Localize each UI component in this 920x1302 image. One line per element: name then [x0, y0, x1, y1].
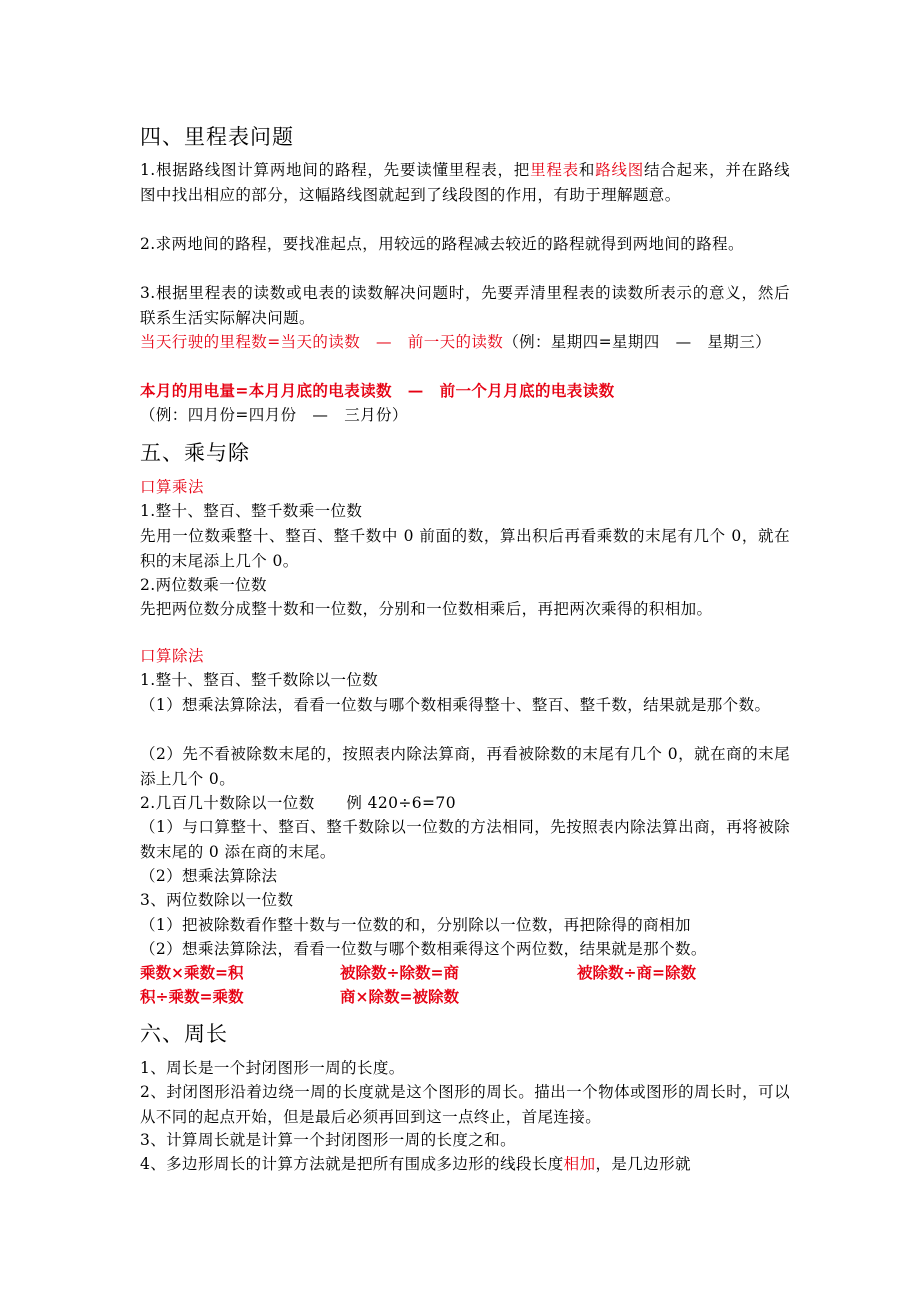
- mileage-formula-1: [140, 330, 790, 355]
- perimeter-point-2: 2、封闭图形沿着边绕一周的长度就是这个图形的周长。描出一个物体或图形的周长时，可以从不同的起点开始，但是最后必须再回到这一点终止，首尾连接。: [140, 1083, 790, 1126]
- perimeter-point-1: 1、周长是一个封闭图形一周的长度。: [140, 1059, 405, 1077]
- subheading-oral-multiplication: 口算乘法: [140, 478, 205, 496]
- mileage-point-2: 2.求两地间的路程，要找准起点，用较远的路程减去较近的路程就得到两地间的路程。: [140, 235, 744, 253]
- keyword-mileage-table: 里程表: [530, 161, 579, 179]
- formula-factor: 积÷乘数=乘数: [140, 987, 244, 1006]
- text: 4、多边形周长的计算方法就是把所有围成多边形的线段长度: [140, 1155, 564, 1173]
- division-rule-1b: （2）先不看被除数末尾的，按照表内除法算商，再看被除数的末尾有几个 0，就在商的末尾添上几个 0。: [140, 745, 790, 788]
- formula-red: 本月的用电量=本月月底的电表读数 — 前一个月月底的电表读数: [140, 381, 615, 400]
- section-title-perimeter: 六、周长: [140, 1022, 228, 1046]
- formula-red: 当天行驶的里程数=当天的读数 — 前一天的读数: [140, 333, 504, 351]
- subheading-oral-division: 口算除法: [140, 647, 205, 665]
- division-rule-3a: （1）把被除数看作整十数与一位数的和，分别除以一位数，再把除得的商相加: [140, 916, 691, 934]
- perimeter-point-4: [140, 1152, 790, 1177]
- division-rule-2: 2.几百几十数除以一位数 例 420÷6=70: [140, 794, 456, 812]
- mileage-formula-2-example: （例：四月份=四月份 — 三月份）: [140, 406, 408, 424]
- multiplication-rule-1: 1.整十、整百、整千数乘一位数: [140, 502, 363, 520]
- keyword-route-map: 路线图: [595, 161, 644, 179]
- division-rule-3b: （2）想乘法算除法，看看一位数与哪个数相乘得这个两位数，结果就是那个数。: [140, 940, 707, 958]
- mileage-point-1: [140, 158, 790, 207]
- multiplication-rule-2-desc: 先把两位数分成整十数和一位数，分别和一位数相乘后，再把两次乘得的积相加。: [140, 600, 713, 618]
- division-rule-1a: （1）想乘法算除法，看看一位数与哪个数相乘得整十、整百、整千数，结果就是那个数。: [140, 696, 771, 714]
- mileage-formula-2: [140, 379, 790, 404]
- formula-dividend: 商×除数=被除数: [340, 987, 459, 1006]
- formula-example: （例：星期四=星期四 — 星期三）: [503, 333, 771, 351]
- formula-product: 乘数×乘数=积: [140, 963, 244, 982]
- division-rule-2b: （2）想乘法算除法: [140, 867, 278, 885]
- text: 和: [578, 161, 596, 179]
- text: 结合起来，并在路线图中找出相应的部分，这幅路线图就起到了线段图的作用，有助于理解题意。: [140, 161, 791, 204]
- multiplication-rule-2: 2.两位数乘一位数: [140, 576, 267, 594]
- section-title-multiply-divide: 五、乘与除: [140, 441, 250, 465]
- section-title-mileage: 四、里程表问题: [140, 125, 294, 149]
- mileage-point-3: 3.根据里程表的读数或电表的读数解决问题时，先要弄清里程表的读数所表示的意义，然后联系生活实际解决问题。: [140, 284, 790, 327]
- formula-quotient: 被除数÷除数=商: [340, 963, 459, 982]
- keyword-add: 相加: [563, 1155, 596, 1173]
- division-rule-2a: （1）与口算整十、整百、整千数除以一位数的方法相同，先按照表内除法算出商，再将被除数末尾的 0 添在商的末尾。: [140, 818, 790, 861]
- perimeter-point-3: 3、计算周长就是计算一个封闭图形一周的长度之和。: [140, 1131, 516, 1149]
- division-rule-3: 3、两位数除以一位数: [140, 891, 294, 909]
- formula-divisor: 被除数÷商=除数: [577, 963, 696, 982]
- text: ，是几边形就: [595, 1155, 691, 1173]
- multiplication-rule-1-desc: 先用一位数乘整十、整百、整千数中 0 前面的数，算出积后再看乘数的末尾有几个 0，就在积的末尾添上几个 0。: [140, 527, 790, 570]
- text: 1.根据路线图计算两地间的路程，先要读懂里程表，把: [140, 161, 531, 179]
- division-rule-1: 1.整十、整百、整千数除以一位数: [140, 671, 379, 689]
